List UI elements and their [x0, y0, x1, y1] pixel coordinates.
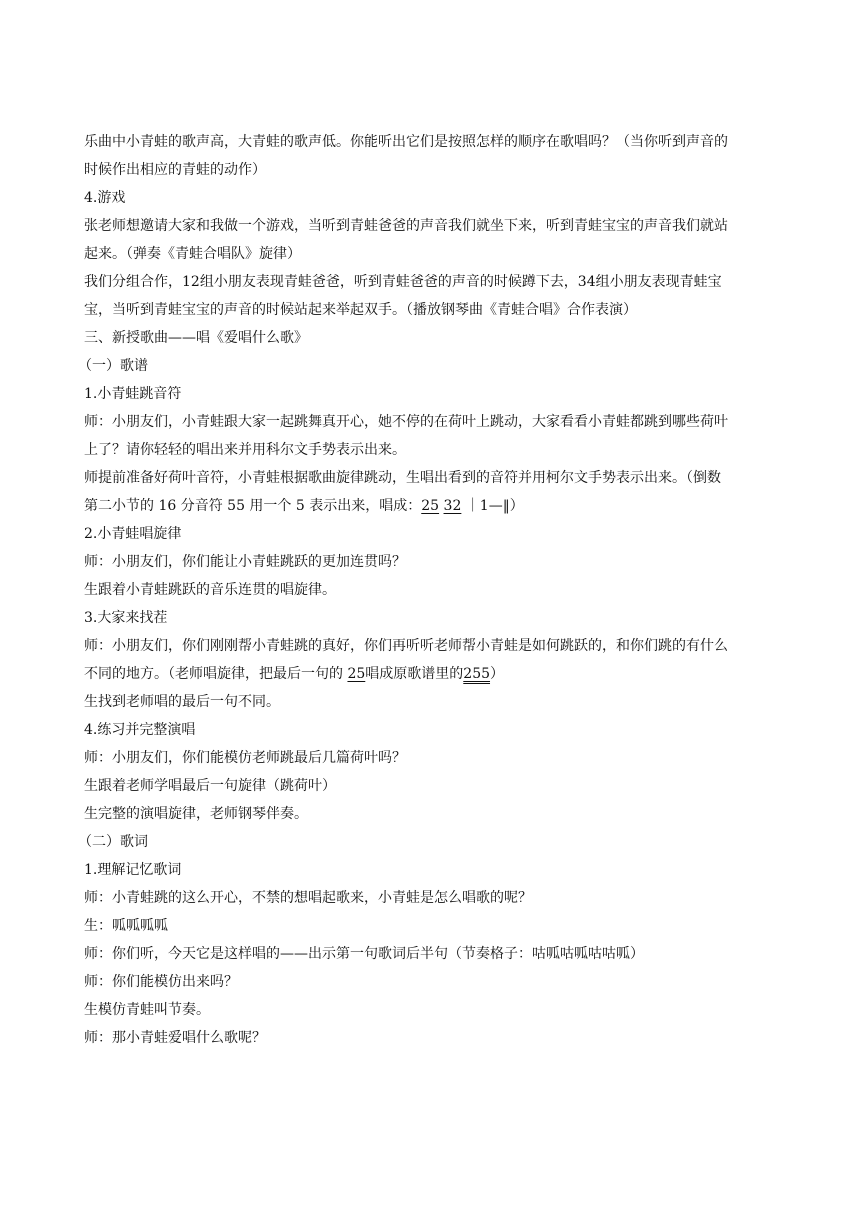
paragraph-line: 师：小青蛙跳的这么开心，不禁的想唱起歌来，小青蛙是怎么唱歌的呢？ — [84, 890, 532, 906]
subsection-heading: （二）歌词 — [78, 834, 148, 850]
paragraph-line: 师提前准备好荷叶音符，小青蛙根据歌曲旋律跳动，生唱出看到的音符并用柯尔文手势表示出来。（倒数 — [84, 470, 721, 486]
paragraph-line: 我们分组合作，12组小朋友表现青蛙爸爸，听到青蛙爸爸的声音的时候蹲下去，34组小朋友表现青蛙宝 — [84, 274, 722, 290]
paragraph-line: 时候作出相应的青蛙的动作） — [84, 162, 266, 178]
paragraph-line-notation — [84, 492, 784, 520]
section-heading: 2.小青蛙唱旋律 — [84, 526, 182, 542]
paragraph-line: 师：小朋友们，你们能模仿老师跳最后几篇荷叶吗？ — [84, 750, 406, 766]
paragraph-line: 师：小朋友们，你们刚刚帮小青蛙跳的真好，你们再听听老师帮小青蛙是如何跳跃的，和你们跳的有什么 — [84, 638, 728, 654]
paragraph-line: 师：你们听，今天它是这样唱的——出示第一句歌词后半句（节奏格子：咕呱咕呱咕咕呱） — [84, 946, 644, 962]
paragraph-line: 生完整的演唱旋律，老师钢琴伴奏。 — [84, 806, 308, 822]
line-text: ｜1—‖） — [461, 498, 524, 514]
notation-double-underlined: 255 — [463, 666, 491, 682]
document-body — [78, 128, 784, 1052]
section-heading: 三、新授歌曲——唱《爱唱什么歌》 — [84, 330, 308, 346]
notation-underlined: 32 — [443, 498, 462, 514]
paragraph-line: 生：呱呱呱呱 — [84, 918, 168, 934]
line-text: 第二小节的 16 分音符 55 用一个 5 表示出来，唱成： — [84, 498, 422, 514]
paragraph-line: 师：小朋友们，你们能让小青蛙跳跃的更加连贯吗？ — [84, 554, 406, 570]
paragraph-line: 生跟着老师学唱最后一句旋律（跳荷叶） — [84, 778, 336, 794]
section-heading: 1.理解记忆歌词 — [84, 862, 182, 878]
paragraph-line: 起来。（弹奏《青蛙合唱队》旋律） — [84, 246, 301, 262]
notation-underlined: 25 — [421, 498, 440, 514]
paragraph-line: 生跟着小青蛙跳跃的音乐连贯的唱旋律。 — [84, 582, 336, 598]
paragraph-line: 生找到老师唱的最后一句不同。 — [84, 694, 280, 710]
paragraph-line: 师：小朋友们，小青蛙跟大家一起跳舞真开心，她不停的在荷叶上跳动，大家看看小青蛙都跳到哪些荷叶 — [84, 414, 728, 430]
paragraph-line: 师：你们能模仿出来吗？ — [84, 974, 238, 990]
paragraph-line-notation — [84, 660, 784, 688]
paragraph-line: 宝，当听到青蛙宝宝的声音的时候站起来举起双手。（播放钢琴曲《青蛙合唱》合作表演） — [84, 302, 637, 318]
notation-underlined: 25 — [347, 666, 366, 682]
paragraph-line: 师：那小青蛙爱唱什么歌呢？ — [84, 1030, 266, 1046]
line-text: 不同的地方。（老师唱旋律，把最后一句的 — [84, 666, 348, 682]
section-heading: 3.大家来找茬 — [84, 610, 168, 626]
section-heading: 1.小青蛙跳音符 — [84, 386, 182, 402]
line-text: 唱成原歌谱里的 — [365, 666, 464, 682]
subsection-heading: （一）歌谱 — [78, 358, 148, 374]
paragraph-line: 乐曲中小青蛙的歌声高，大青蛙的歌声低。你能听出它们是按照怎样的顺序在歌唱吗？（当你听到声音的 — [84, 134, 728, 150]
line-text: ） — [490, 666, 505, 682]
section-heading: 4.游戏 — [84, 190, 126, 206]
section-heading: 4.练习并完整演唱 — [84, 722, 196, 738]
paragraph-line: 上了？请你轻轻的唱出来并用科尔文手势表示出来。 — [84, 442, 406, 458]
paragraph-line: 生模仿青蛙叫节奏。 — [84, 1002, 210, 1018]
paragraph-line: 张老师想邀请大家和我做一个游戏，当听到青蛙爸爸的声音我们就坐下来，听到青蛙宝宝的声音我们就站 — [84, 218, 728, 234]
